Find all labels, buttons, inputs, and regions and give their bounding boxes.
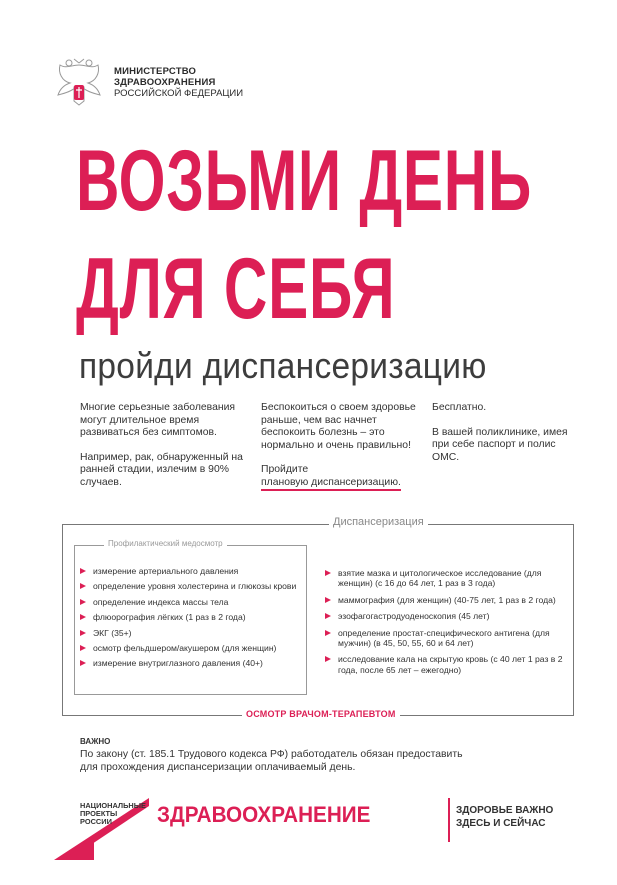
np-line-1: НАЦИОНАЛЬНЫЕ bbox=[80, 801, 146, 810]
list-item: исследование кала на скрытую кровь (с 40 лет 1 раз в 2 года, после 65 лет – ежегодно) bbox=[325, 654, 565, 675]
col3-paragraph-2: В вашей поликлинике, имея при себе паспорт и полис ОМС. bbox=[432, 426, 568, 463]
slogan bbox=[456, 804, 553, 830]
dispensary-list bbox=[325, 568, 565, 675]
list-item: определение индекса массы тела bbox=[80, 597, 302, 607]
column-2 bbox=[261, 402, 431, 502]
list-item: измерение внутриглазного давления (40+) bbox=[80, 658, 302, 668]
healthcare-title: ЗДРАВООХРАНЕНИЕ bbox=[157, 802, 371, 827]
list-item: взятие мазка и цитологическое исследование (для женщин) (с 16 до 64 лет, 1 раз в 3 года) bbox=[325, 568, 565, 589]
col1-paragraph-1: Многие серьезные заболевания могут длительное время развиваться без симптомов. bbox=[80, 402, 236, 439]
list-item: флюорография лёгких (1 раз в 2 года) bbox=[80, 612, 302, 622]
list-item: эзофагогастродуоденоскопия (45 лет) bbox=[325, 611, 565, 621]
ministry-name bbox=[114, 66, 243, 99]
headline-line-1: ВОЗЬМИ ДЕНЬ bbox=[76, 133, 532, 229]
np-line-3: РОССИИ bbox=[80, 817, 112, 827]
list-item: измерение артериального давления bbox=[80, 566, 302, 576]
np-line-2: ПРОЕКТЫ bbox=[80, 809, 118, 819]
list-item: осмотр фельдшером/акушером (для женщин) bbox=[80, 643, 302, 653]
list-item: определение простат-специфического антигена (для мужчин) (в 45, 50, 55, 60 и 64 лет) bbox=[325, 628, 565, 649]
divider bbox=[448, 798, 450, 842]
ministry-line-1: МИНИСТЕРСТВО bbox=[114, 65, 197, 77]
col2-cta-line-1: Пройдите bbox=[261, 464, 309, 476]
important-text: По закону (ст. 185.1 Трудового кодекса РФ) работодатель обязан предоставить для прохождения диспансеризации оплачиваемый день. bbox=[80, 749, 463, 773]
medical-checkup-title: Профилактический медосмотр bbox=[104, 539, 227, 548]
important-label: ВАЖНО bbox=[80, 737, 111, 746]
col1-paragraph-2: Например, рак, обнаруженный на ранней стадии, излечим в 90% случаев. bbox=[80, 451, 243, 488]
therapist-exam-label: ОСМОТР ВРАЧОМ-ТЕРАПЕВТОМ bbox=[242, 709, 400, 719]
headline-line-2: ДЛЯ СЕБЯ bbox=[76, 241, 396, 337]
eagle-emblem-icon bbox=[52, 57, 106, 107]
headline-subtitle: пройди диспансеризацию bbox=[79, 345, 487, 386]
col2-cta-line-2: плановую диспансеризацию. bbox=[261, 477, 401, 491]
col2-paragraph-1: Беспокоиться о своем здоровье раньше, чем вас начнет беспокоить болезнь – это нормально и очень правильно! bbox=[261, 402, 416, 451]
national-projects-text bbox=[80, 802, 146, 827]
list-item: определение уровня холестерина и глюкозы крови bbox=[80, 581, 302, 591]
list-item: маммография (для женщин) (40-75 лет, 1 раз в 2 года) bbox=[325, 595, 565, 605]
col3-paragraph-1: Бесплатно. bbox=[432, 402, 487, 413]
ministry-header bbox=[52, 57, 243, 107]
dispensary-title: Диспансеризация bbox=[329, 516, 428, 528]
slogan-line-1: ЗДОРОВЬЕ ВАЖНО bbox=[456, 805, 554, 816]
slogan-line-2: ЗДЕСЬ И СЕЙЧАС bbox=[456, 818, 546, 829]
list-item: ЭКГ (35+) bbox=[80, 628, 302, 638]
ministry-line-2: ЗДРАВООХРАНЕНИЯ bbox=[114, 76, 216, 88]
ministry-line-3: РОССИЙСКОЙ ФЕДЕРАЦИИ bbox=[114, 87, 244, 99]
column-3 bbox=[432, 402, 577, 476]
checkup-list bbox=[80, 566, 302, 669]
column-1 bbox=[80, 402, 255, 502]
col2-paragraph-2 bbox=[261, 464, 431, 489]
